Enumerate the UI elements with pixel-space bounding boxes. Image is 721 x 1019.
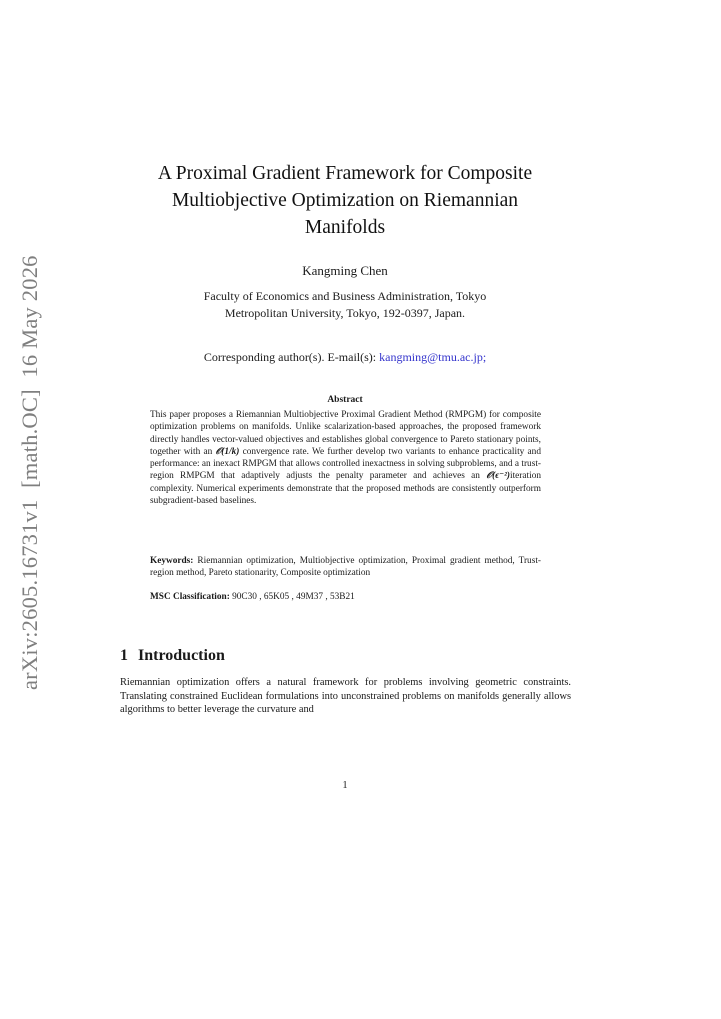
corresponding-label: Corresponding author(s). E-mail(s): (203, 350, 380, 364)
corresponding-author (120, 349, 570, 365)
arxiv-identifier-stamp: arXiv:2605.16731v1 [math.OC] 16 May 2026 (17, 255, 42, 690)
paper-title (110, 160, 580, 241)
abstract-part: iteration complexity. Numerical experiments demonstrate that the proposed methods are consistently outperform subgradient-based baselines. (150, 471, 541, 507)
convergence-rate-math: 𝒪(1/k) (215, 446, 240, 457)
introduction-paragraph: Riemannian optimization offers a natural framework for problems involving geometric constraints. Translating constrained Euclidean formulations into unconstrained problems on manifolds generally allows algorithms to better leverage the curvature and (120, 677, 571, 716)
page-number: 1 (342, 780, 348, 791)
section-number: 1 (120, 647, 128, 664)
abstract-part: convergence rate. We further develop two variants to enhance practicality and performance: an inexact RMPGM that allows controlled inexactness in solving subproblems, and a trust-region RMPGM that adaptively adjusts the penalty parameter and achieves an (150, 446, 541, 482)
author-name: Kangming Chen (302, 263, 388, 278)
section-heading-introduction (120, 646, 570, 666)
keywords-text: Riemannian optimization, Multiobjective optimization, Proximal gradient method, Trust-region method, Pareto stationarity, Composite optimization (150, 556, 541, 578)
keywords (150, 555, 541, 579)
title-line: A Proximal Gradient Framework for Composite (157, 163, 533, 184)
title-line: Multiobjective Optimization on Riemannian (171, 190, 519, 211)
abstract-part: This paper proposes a Riemannian Multiobjective Proximal Gradient Method (RMPGM) for composite optimization problems on manifolds. Unlike scalarization-based approaches, the proposed framework directly handles vector-valued objectives and establishes global convergence to Pareto stationary points, together with an (150, 410, 541, 457)
email-link[interactable]: kangming@tmu.ac.jp (379, 350, 483, 364)
abstract-heading: Abstract (327, 395, 363, 405)
affiliation-line: Faculty of Economics and Business Administration, Tokyo (203, 289, 487, 303)
msc-label: MSC Classification: (150, 592, 230, 602)
iteration-complexity-math: 𝒪(ϵ⁻²) (486, 471, 511, 482)
msc-classification (150, 591, 541, 603)
section-title: Introduction (138, 647, 225, 664)
abstract-text (150, 409, 541, 507)
msc-codes: 90C30 , 65K05 , 49M37 , 53B21 (229, 592, 355, 602)
author-affiliation (150, 288, 540, 322)
email-separator: ; (482, 350, 487, 364)
title-line: Manifolds (304, 217, 386, 238)
keywords-label: Keywords: (150, 556, 194, 566)
affiliation-line: Metropolitan University, Tokyo, 192-0397, Japan. (224, 306, 466, 320)
